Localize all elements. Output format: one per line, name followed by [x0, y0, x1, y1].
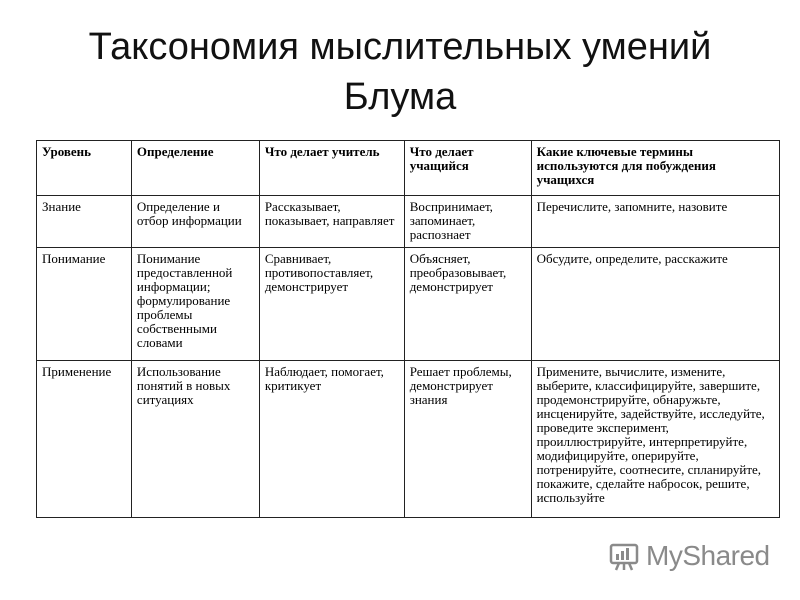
myshared-logo-icon	[608, 539, 642, 573]
bloom-taxonomy-table	[36, 140, 780, 518]
table-row	[37, 361, 780, 518]
cell-student: Решает проблемы, демонстрирует знания	[404, 361, 531, 518]
cell-teacher: Сравнивает, противопоставляет, демонстрирует	[259, 248, 404, 361]
page-title	[0, 22, 800, 122]
table-row	[37, 196, 780, 248]
page-title-line1: Таксономия мыслительных умений	[88, 26, 712, 68]
cell-teacher: Наблюдает, помогает, критикует	[259, 361, 404, 518]
cell-level: Понимание	[37, 248, 132, 361]
header-teacher: Что делает учитель	[259, 141, 404, 196]
table-row	[37, 248, 780, 361]
header-student: Что делает учащийся	[404, 141, 531, 196]
cell-key-terms: Обсудите, определите, расскажите	[531, 248, 779, 361]
header-level: Уровень	[37, 141, 132, 196]
myshared-logo-text: MyShared	[646, 540, 770, 571]
page-title-line2: Блума	[343, 76, 457, 118]
table-header-row	[37, 141, 780, 196]
myshared-logo[interactable]	[608, 536, 770, 576]
header-key-terms: Какие ключевые термины используются для побуждения учащихся	[531, 141, 779, 196]
cell-level: Знание	[37, 196, 132, 248]
cell-key-terms: Примените, вычислите, измените, выберите, классифицируйте, завершите, продемонстрируйте, обнаружьте, инсценируйте, задействуйте, исследуйте, проведите эксперимент, проиллюстрируйте, интерпретируйте, модифицируйте, оперируйте, потренируйте, соотнесите, спланируйте, покажите, сделайте набросок, решите, используйте	[531, 361, 779, 518]
cell-definition: Определение и отбор информации	[131, 196, 259, 248]
cell-student: Объясняет, преобразовывает, демонстрирует	[404, 248, 531, 361]
header-definition: Определение	[131, 141, 259, 196]
cell-definition: Использование понятий в новых ситуациях	[131, 361, 259, 518]
cell-student: Воспринимает, запоминает, распознает	[404, 196, 531, 248]
cell-level: Применение	[37, 361, 132, 518]
cell-teacher: Рассказывает, показывает, направляет	[259, 196, 404, 248]
cell-key-terms: Перечислите, запомните, назовите	[531, 196, 779, 248]
cell-definition: Понимание предоставленной информации; формулирование проблемы собственными словами	[131, 248, 259, 361]
